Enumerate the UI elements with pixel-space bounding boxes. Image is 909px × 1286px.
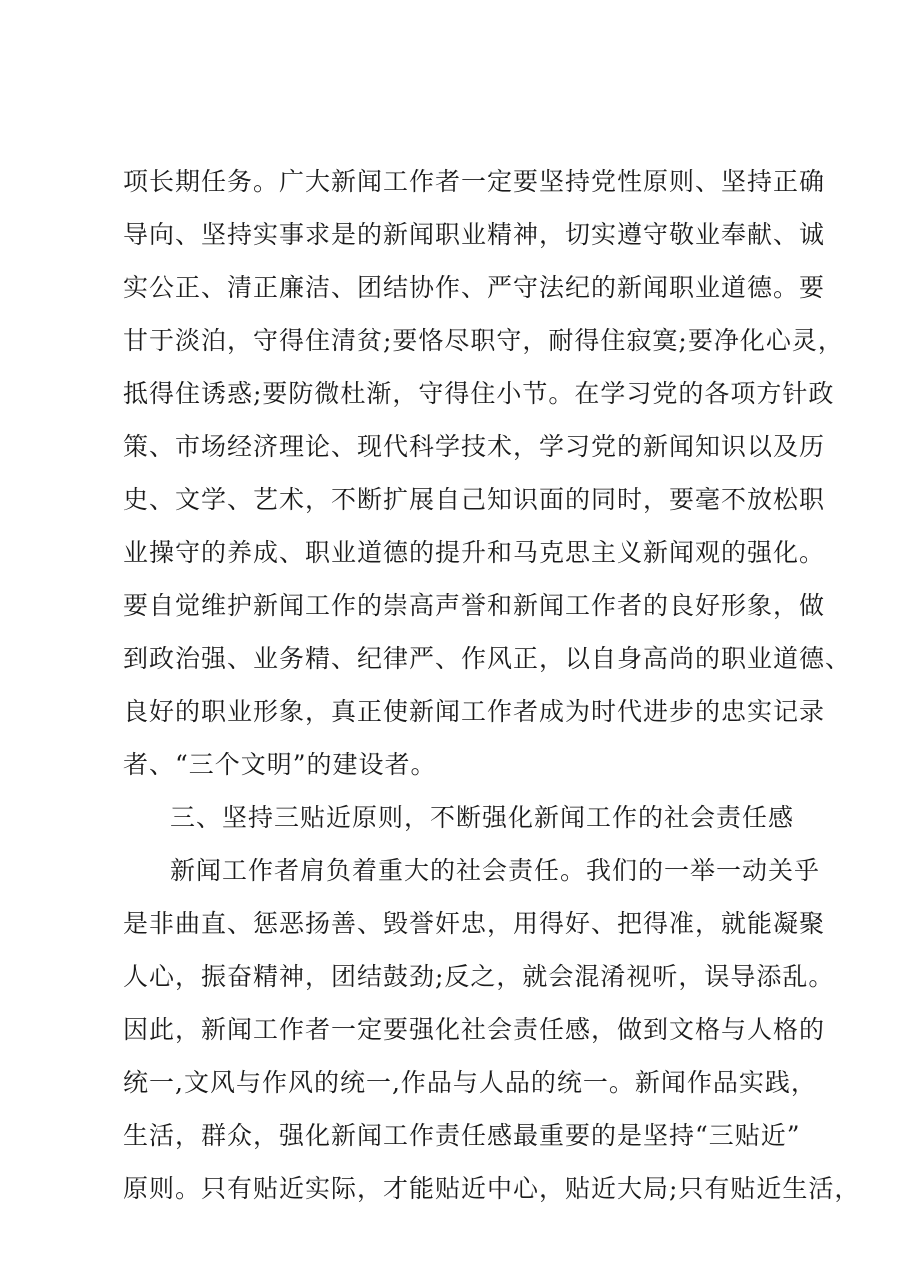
paragraph-line: 者、“三个文明”的建设者。	[123, 750, 437, 779]
paragraph-line: 人心，振奋精神，团结鼓劲;反之，就会混淆视听，误导添乱。	[123, 962, 835, 991]
paragraph-line: 策、市场经济理论、现代科学技术，学习党的新闻知识以及历	[123, 432, 826, 461]
paragraph-line: 要自觉维护新闻工作的崇高声誉和新闻工作者的良好形象，做	[123, 591, 826, 620]
paragraph-line: 甘于淡泊，守得住清贫;要恪尽职守，耐得住寂寞;要净化心灵，	[123, 326, 844, 355]
paragraph-line: 生活，群众，强化新闻工作责任感最重要的是坚持“三贴近”	[123, 1121, 801, 1150]
paragraph-line: 良好的职业形象，真正使新闻工作者成为时代进步的忠实记录	[123, 697, 826, 726]
paragraph-line: 项长期任务。广大新闻工作者一定要坚持党性原则、坚持正确	[123, 167, 826, 196]
paragraph-line: 是非曲直、惩恶扬善、毁誉奸忠，用得好、把得准，就能凝聚	[123, 909, 826, 938]
section-heading: 三、坚持三贴近原则，不断强化新闻工作的社会责任感	[170, 803, 795, 832]
paragraph-line: 导向、坚持实事求是的新闻职业精神，切实遵守敬业奉献、诚	[123, 220, 826, 249]
paragraph-line: 抵得住诱惑;要防微杜渐，守得住小节。在学习党的各项方针政	[123, 379, 835, 408]
paragraph-line: 史、文学、艺术，不断扩展自己知识面的同时，要毫不放松职	[123, 485, 826, 514]
paragraph-line: 实公正、清正廉洁、团结协作、严守法纪的新闻职业道德。要	[123, 273, 826, 302]
paragraph-line: 统一,文风与作风的统一,作品与人品的统一。新闻作品实践，	[123, 1068, 817, 1097]
paragraph-line: 因此，新闻工作者一定要强化社会责任感，做到文格与人格的	[123, 1015, 826, 1044]
paragraph-line: 到政治强、业务精、纪律严、作风正，以自身高尚的职业道德、	[123, 644, 852, 673]
paragraph-line: 新闻工作者肩负着重大的社会责任。我们的一举一动关乎	[170, 856, 821, 885]
paragraph-line: 原则。只有贴近实际，才能贴近中心，贴近大局;只有贴近生活，	[123, 1174, 861, 1203]
paragraph-line: 业操守的养成、职业道德的提升和马克思主义新闻观的强化。	[123, 538, 826, 567]
